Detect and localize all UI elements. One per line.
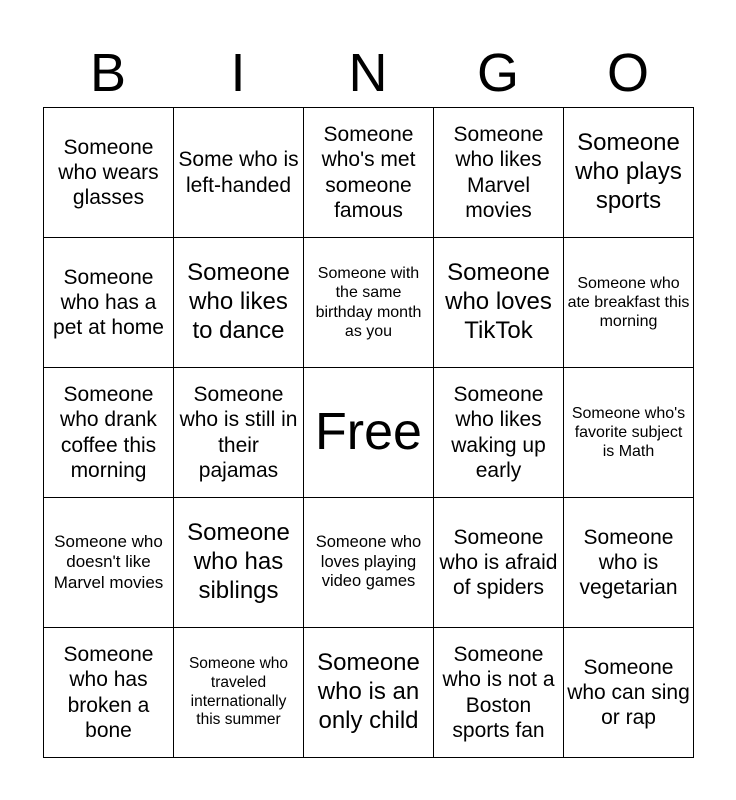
free-cell[interactable]: Free	[304, 368, 434, 498]
bingo-cell[interactable]: Someone who is vegetarian	[564, 498, 694, 628]
bingo-cell[interactable]: Someone who can sing or rap	[564, 628, 694, 758]
header-letter-g: G	[476, 43, 519, 103]
bingo-cell[interactable]: Someone with the same birthday month as you	[304, 238, 434, 368]
bingo-board	[43, 107, 694, 758]
bingo-cell[interactable]: Someone who is still in their pajamas	[174, 368, 304, 498]
bingo-cell[interactable]: Someone who's favorite subject is Math	[564, 368, 694, 498]
bingo-cell[interactable]: Someone who plays sports	[564, 108, 694, 238]
bingo-cell[interactable]: Some who is left-handed	[174, 108, 304, 238]
board-row	[44, 368, 694, 498]
header-letter-b: B	[89, 43, 127, 103]
header-letter-o: O	[606, 43, 649, 103]
bingo-cell[interactable]: Someone who wears glasses	[44, 108, 174, 238]
bingo-cell[interactable]: Someone who is not a Boston sports fan	[434, 628, 564, 758]
bingo-cell[interactable]: Someone who loves TikTok	[434, 238, 564, 368]
board-row	[44, 108, 694, 238]
bingo-cell[interactable]: Someone who's met someone famous	[304, 108, 434, 238]
board-row	[44, 628, 694, 758]
bingo-cell[interactable]: Someone who likes Marvel movies	[434, 108, 564, 238]
bingo-cell[interactable]: Someone who likes to dance	[174, 238, 304, 368]
bingo-cell[interactable]: Someone who is an only child	[304, 628, 434, 758]
bingo-cell[interactable]: Someone who loves playing video games	[304, 498, 434, 628]
header-letter-i: I	[230, 43, 246, 103]
bingo-cell[interactable]: Someone who has siblings	[174, 498, 304, 628]
bingo-cell[interactable]: Someone who has a pet at home	[44, 238, 174, 368]
bingo-cell[interactable]: Someone who ate breakfast this morning	[564, 238, 694, 368]
bingo-cell[interactable]: Someone who is afraid of spiders	[434, 498, 564, 628]
bingo-cell[interactable]: Someone who has broken a bone	[44, 628, 174, 758]
bingo-cell[interactable]: Someone who traveled internationally this summer	[174, 628, 304, 758]
bingo-header	[43, 40, 693, 106]
bingo-cell[interactable]: Someone who likes waking up early	[434, 368, 564, 498]
header-letter-n: N	[348, 43, 388, 103]
board-row	[44, 238, 694, 368]
bingo-cell[interactable]: Someone who drank coffee this morning	[44, 368, 174, 498]
bingo-cell[interactable]: Someone who doesn't like Marvel movies	[44, 498, 174, 628]
board-row	[44, 498, 694, 628]
